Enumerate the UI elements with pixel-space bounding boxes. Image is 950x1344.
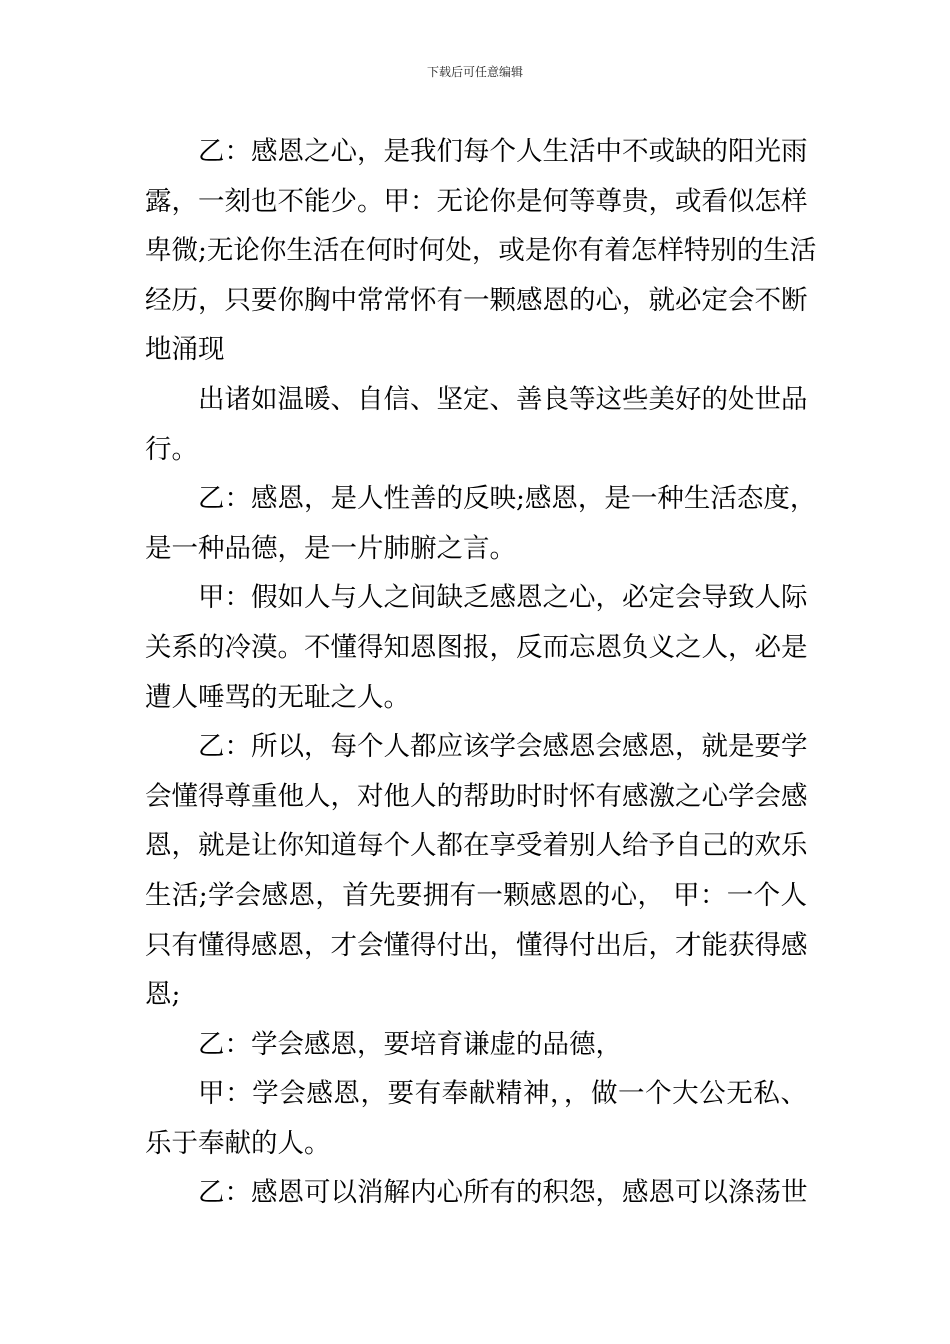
paragraph-line: 行。 [145, 433, 198, 465]
paragraph-line: 地涌现 [145, 334, 225, 366]
paragraph [145, 1168, 807, 1218]
paragraph-line: 只有懂得感恩，才会懂得付出，懂得付出后，才能获得感 [145, 929, 808, 961]
paragraph [145, 375, 807, 474]
paragraph [145, 573, 807, 722]
paragraph-line: 经历，只要你胸中常常怀有一颗感恩的心，就必定会不断 [145, 284, 808, 316]
paragraph-line: 乙：感恩之心，是我们每个人生活中不或缺的阳光雨 [198, 136, 808, 167]
paragraph-line: 乙：学会感恩，要培育谦虚的品德， [198, 1028, 622, 1060]
paragraph-line: 卑微;无论你生活在何时何处，或是你有着怎样特别的生活 [145, 235, 817, 267]
paragraph-line: 恩; [145, 979, 181, 1011]
paragraph-line: 乙：感恩，是人性善的反映;感恩，是一种生活态度， [198, 483, 817, 515]
paragraph-line: 遭人唾骂的无耻之人。 [145, 681, 410, 713]
paragraph-line: 乙：所以，每个人都应该学会感恩会感恩，就是要学 [198, 731, 808, 763]
paragraph-line: 乙：感恩可以消解内心所有的积怨，感恩可以涤荡世 [198, 1177, 808, 1209]
paragraph-line: 是一种品德，是一片肺腑之言。 [145, 532, 516, 564]
paragraph-line: 乐于奉献的人。 [145, 1127, 331, 1159]
paragraph-line: 出诸如温暖、自信、坚定、善良等这些美好的处世品 [198, 383, 808, 415]
paragraph-line: 甲：学会感恩，要有奉献精神，，做一个大公无私、 [198, 1078, 807, 1110]
paragraph [145, 474, 817, 573]
paragraph-line: 甲：假如人与人之间缺乏感恩之心，必定会导致人际 [198, 582, 808, 614]
paragraph [145, 1020, 807, 1070]
paragraph-line: 关系的冷漠。不懂得知恩图报，反而忘恩负义之人，必是 [145, 631, 808, 663]
paragraph-line: 露，一刻也不能少。甲：无论你是何等尊贵，或看似怎样 [145, 185, 808, 217]
paragraph [145, 1069, 807, 1168]
paragraph-line: 恩，就是让你知道每个人都在享受着别人给予自己的欢乐 [145, 830, 808, 862]
paragraph-line: 生活;学会感恩，首先要拥有一颗感恩的心， 甲：一个人 [145, 879, 807, 911]
paragraph [145, 722, 807, 1020]
document-body [145, 127, 817, 1218]
paragraph [145, 127, 817, 375]
page-header: 下载后可任意编辑 [426, 65, 523, 79]
paragraph-line: 会懂得尊重他人，对他人的帮助时时怀有感激之心学会感 [145, 780, 808, 812]
